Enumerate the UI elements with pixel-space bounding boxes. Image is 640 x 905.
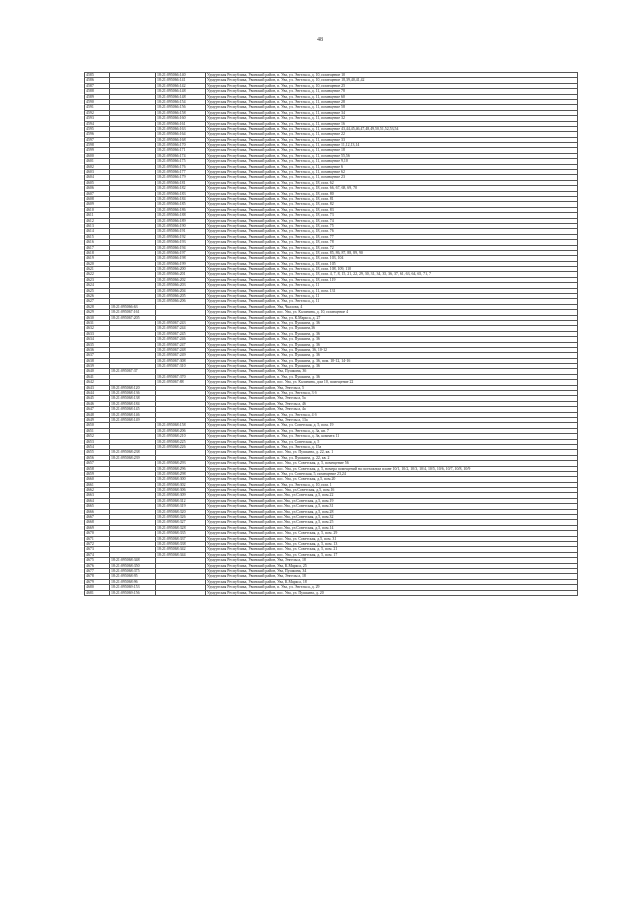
row-number-cell: 4630 bbox=[85, 315, 110, 320]
building-cadastral-number-cell: 18:21:095068:312 bbox=[156, 498, 206, 503]
building-cadastral-number-cell: 18:21:095066:174 bbox=[156, 153, 206, 158]
building-cadastral-number-cell: 18:21:095066:192 bbox=[156, 234, 206, 239]
address-cell: Удмуртская Республика, Увинский район, пос. Ува, ул. Пушкина, д. 20 bbox=[206, 590, 578, 595]
row-number-cell: 4625 bbox=[85, 288, 110, 293]
row-number-cell: 4642 bbox=[85, 380, 110, 385]
address-cell: Удмуртская Республика, Увинский район, п. Ува, ул. Энгельса, д. 18, пом. 62 bbox=[206, 180, 578, 185]
building-cadastral-number-cell: 18:21:095067:88 bbox=[156, 380, 206, 385]
row-number-cell: 4611 bbox=[85, 213, 110, 218]
address-cell: Удмуртская Республика, Увинский район, п. Ува, ул. Энгельса, д. 18, пом. 73 bbox=[206, 213, 578, 218]
address-cell: Удмуртская Республика, Увинский район, п. Ува, ул. Энгельса, д. 11, пом. 131 bbox=[206, 288, 578, 293]
address-cell: Удмуртская Республика, Увинский район, пос. Ува, ул. Калинина, д. 10, помещение 4 bbox=[206, 310, 578, 315]
address-cell: Удмуртская Республика, Увинский район, пос.Ува, ул.Советская, д.5, пом.22 bbox=[206, 493, 578, 498]
row-number-cell: 4657 bbox=[85, 461, 110, 466]
address-cell: Удмуртская Республика, Увинский район, Ува, Энгельса, 18 bbox=[206, 558, 578, 563]
row-number-cell: 4651 bbox=[85, 428, 110, 433]
row-number-cell: 4654 bbox=[85, 444, 110, 449]
row-number-cell: 4678 bbox=[85, 574, 110, 579]
registry-table-body bbox=[85, 73, 578, 596]
building-cadastral-number-cell: 18:21:095068:298 bbox=[156, 471, 206, 476]
row-number-cell: 4640 bbox=[85, 369, 110, 374]
building-cadastral-number-cell: 18:21:095068:326 bbox=[156, 515, 206, 520]
building-cadastral-number-cell: 18:21:095067:308 bbox=[156, 358, 206, 363]
land-cadastral-number-cell: 18:21:095068:146 bbox=[110, 412, 156, 417]
row-number-cell: 4603 bbox=[85, 170, 110, 175]
building-cadastral-number-cell: 18:21:095066:148 bbox=[156, 94, 206, 99]
building-cadastral-number-cell: 18:21:095066:182 bbox=[156, 186, 206, 191]
address-cell: Удмуртская Республика, Увинский район, Ува, К.Маркса, 18 bbox=[206, 579, 578, 584]
row-number-cell: 4653 bbox=[85, 439, 110, 444]
row-number-cell: 4608 bbox=[85, 196, 110, 201]
row-number-cell: 4672 bbox=[85, 541, 110, 546]
address-cell: Удмуртская Республика, Увинский район, п. Ува, ул. Энгельса, д. 11, помещение 33 bbox=[206, 137, 578, 142]
address-cell: Удмуртская Республика, Увинский район, п. Ува, ул. Энгельса, д. 10, помещение 10 bbox=[206, 73, 578, 78]
address-cell: Удмуртская Республика, Увинский район, п. Ува, ул. Энгельса, д. 18, пом. 108, 109, 110 bbox=[206, 267, 578, 272]
row-number-cell: 4591 bbox=[85, 105, 110, 110]
building-cadastral-number-cell: 18:21:095068:327 bbox=[156, 520, 206, 525]
land-cadastral-number-cell: 18:21:095066:63 bbox=[110, 304, 156, 309]
address-cell: Удмуртская Республика, Увинский район, пос. Ува, ул. Советская, д. 5, пом. 17 bbox=[206, 552, 578, 557]
address-cell: Удмуртская Республика, Увинский район, п. Ува, ул. Пушкина, 36, 10-12 bbox=[206, 347, 578, 352]
row-number-cell: 4679 bbox=[85, 579, 110, 584]
building-cadastral-number-cell: 18:21:095066:170 bbox=[156, 143, 206, 148]
row-number-cell: 4605 bbox=[85, 180, 110, 185]
row-number-cell: 4636 bbox=[85, 347, 110, 352]
address-cell: Удмуртская Республика, Увинский район, п. Ува, ул. Советская, д. 5, пом. 19 bbox=[206, 423, 578, 428]
row-number-cell: 4652 bbox=[85, 434, 110, 439]
building-cadastral-number-cell: 18:21:095066:161 bbox=[156, 121, 206, 126]
address-cell: Удмуртская Республика, Увинский район, п. Ува, ул. Энгельса, д. 3в, комната 11 bbox=[206, 434, 578, 439]
building-cadastral-number-cell: 18:21:095066:200 bbox=[156, 267, 206, 272]
address-cell: Удмуртская Республика, Увинский район, пос. Ува, ул. Калинина, дом 10, помещение 22 bbox=[206, 380, 578, 385]
row-number-cell: 4602 bbox=[85, 164, 110, 169]
address-cell: Удмуртская Республика, Увинский район, п. Ува, ул. Пушкина, д. 36 bbox=[206, 374, 578, 379]
row-number-cell: 4663 bbox=[85, 493, 110, 498]
building-cadastral-number-cell: 18:21:095067:246 bbox=[156, 337, 206, 342]
building-cadastral-number-cell: 18:21:095066:204 bbox=[156, 288, 206, 293]
building-cadastral-number-cell: 18:21:095066:160 bbox=[156, 116, 206, 121]
address-cell: Удмуртская Республика, Увинский район, п. Ува, ул. К.Маркса, д. 27 bbox=[206, 315, 578, 320]
address-cell: Удмуртская Республика, Увинский район, пос.Ува, ул.Советская, д.5, пом.32 bbox=[206, 515, 578, 520]
row-number-cell: 4598 bbox=[85, 143, 110, 148]
row-number-cell: 4612 bbox=[85, 218, 110, 223]
building-cadastral-number-cell: 18:21:095068:309 bbox=[156, 493, 206, 498]
land-cadastral-number-cell: 18:21:095068:375 bbox=[110, 568, 156, 573]
land-cadastral-number-cell: 18:21:095068:138 bbox=[110, 396, 156, 401]
address-cell: Удмуртская Республика, Увинский район, пос. Ува, ул. Советская, д. 5, пом. 21 bbox=[206, 547, 578, 552]
address-cell: Удмуртская Республика, Увинский район, пос.Ува, ул.Советская, д.5, пом.25 bbox=[206, 520, 578, 525]
row-number-cell: 4623 bbox=[85, 277, 110, 282]
building-cadastral-number-cell: 18:21:095066:171 bbox=[156, 148, 206, 153]
row-number-cell: 4668 bbox=[85, 520, 110, 525]
building-cadastral-number-cell: 18:21:095066:181 bbox=[156, 180, 206, 185]
address-cell: Удмуртская Республика, Увинский район, п. Ува, ул. Энгельса, д. 18, пом. 78 bbox=[206, 240, 578, 245]
row-number-cell: 4633 bbox=[85, 331, 110, 336]
address-cell: Удмуртская Республика, Увинский район, п. Ува, ул. Энгельса, д. 18, пом. 81 bbox=[206, 196, 578, 201]
address-cell: Удмуртская Республика, Увинский район, п. Ува, ул. Энгельса, д. 11, помещение 23 bbox=[206, 175, 578, 180]
row-number-cell: 4631 bbox=[85, 320, 110, 325]
row-number-cell: 4601 bbox=[85, 159, 110, 164]
row-number-cell: 4645 bbox=[85, 396, 110, 401]
row-number-cell: 4671 bbox=[85, 536, 110, 541]
row-number-cell: 4643 bbox=[85, 385, 110, 390]
building-cadastral-number-cell: 18:21:095066:198 bbox=[156, 256, 206, 261]
registry-table bbox=[84, 72, 578, 596]
address-cell: Удмуртская Республика, Увинский район, п. Ува, ул. Пушкина, д. 36 bbox=[206, 331, 578, 336]
address-cell: Удмуртская Республика, Увинский район, п. Ува, ул. Энгельса, д. 18, пом. 80 bbox=[206, 191, 578, 196]
building-cadastral-number-cell: 18:21:095066:148 bbox=[156, 89, 206, 94]
building-cadastral-number-cell: 18:21:095066:199 bbox=[156, 261, 206, 266]
building-cadastral-number-cell: 18:21:095066:184 bbox=[156, 196, 206, 201]
building-cadastral-number-cell: 18:21:095067:245 bbox=[156, 331, 206, 336]
row-number-cell: 4609 bbox=[85, 202, 110, 207]
address-cell: Удмуртская Республика, Увинский район, п. Ува, ул. Энгельса, д. 18, пом. 85, 86, 87, 88, 89, 90 bbox=[206, 250, 578, 255]
row-number-cell: 4621 bbox=[85, 267, 110, 272]
address-cell: Удмуртская Республика, Увинский район, п. Ува, ул. Энгельса, д. 11, помещение 28 bbox=[206, 99, 578, 104]
address-cell: Удмуртская Республика, Увинский район, п. Ува, ул. Энгельса, д. 18, пом. 103, 104 bbox=[206, 256, 578, 261]
building-cadastral-number-cell: 18:21:095068:320 bbox=[156, 509, 206, 514]
address-cell: Удмуртская Республика, Увинский район, п. Ува, ул. Энгельса, д. 11 bbox=[206, 283, 578, 288]
address-cell: Удмуртская Республика, Увинский район, пос. Ува, ул.Советская, д.5, пом.16 bbox=[206, 488, 578, 493]
address-cell: Удмуртская Республика, Увинский район, п. Ува, ул. Пушкина, д. 36, пом. 10-12, 14-16 bbox=[206, 358, 578, 363]
land-cadastral-number-cell: 18:21:095067:161 bbox=[110, 310, 156, 315]
address-cell: Удмуртская Республика, Увинский район, п. Ува, ул. Энгельса, д. 18, пом. 76 bbox=[206, 229, 578, 234]
land-cadastral-number-cell: 18:21:095068:145 bbox=[110, 407, 156, 412]
address-cell: Удмуртская Республика, Увинский район, п. Ува, ул. Энгельса, д. 10, пом. 1 bbox=[206, 482, 578, 487]
row-number-cell: 4600 bbox=[85, 153, 110, 158]
row-number-cell: 4641 bbox=[85, 374, 110, 379]
row-number-cell: 4614 bbox=[85, 229, 110, 234]
address-cell: Удмуртская Республика, Увинский район, п. Ува, ул. Энгельса, д. 18, пом. 4, 7, 8, 15, 21, 22, 29, 30, 31, 34, 35, 36, 37, 61, 63, 64, 65, 71, 7 bbox=[206, 272, 578, 277]
building-cadastral-number-cell: 18:21:095066:197 bbox=[156, 250, 206, 255]
address-cell: Удмуртская Республика, Увинский район, п. Ува, ул. Энгельса, д. 18, пом. 82 bbox=[206, 202, 578, 207]
row-number-cell: 4592 bbox=[85, 110, 110, 115]
address-cell: Удмуртская Республика, Увинский район, п. Ува, ул. Энгельса, д. 18, пом. 74 bbox=[206, 218, 578, 223]
building-cadastral-number-cell: 18:21:095066:205 bbox=[156, 294, 206, 299]
row-number-cell: 4615 bbox=[85, 234, 110, 239]
building-cadastral-number-cell: 18:21:095066:203 bbox=[156, 283, 206, 288]
building-cadastral-number-cell: 18:21:095067:370 bbox=[156, 374, 206, 379]
address-cell: Удмуртская Республика, Увинский район, п. Ува, ул. Энгельса, д. 11, помещение 11,12,13,14 bbox=[206, 143, 578, 148]
building-cadastral-number-cell: 18:21:095068:225 bbox=[156, 439, 206, 444]
land-cadastral-number-cell: 18:21:095068:120 bbox=[110, 385, 156, 390]
address-cell: Удмуртская Республика, Увинский район, пос.Ува, ул.Советская, д.5, пом.28 bbox=[206, 509, 578, 514]
address-cell: Удмуртская Республика, Увинский район, п. Ува, ул. Энгельса, д. 11, помещение 16 bbox=[206, 121, 578, 126]
building-cadastral-number-cell: 18:21:095066:142 bbox=[156, 83, 206, 88]
row-number-cell: 4619 bbox=[85, 256, 110, 261]
row-number-cell: 4620 bbox=[85, 261, 110, 266]
row-number-cell: 4644 bbox=[85, 391, 110, 396]
address-cell: Удмуртская Республика, Увинский район, п. Ува, ул. Энгельса, 4 б bbox=[206, 412, 578, 417]
building-cadastral-number-cell: 18:21:095066:141 bbox=[156, 78, 206, 83]
building-cadastral-number-cell: 18:21:095066:202 bbox=[156, 277, 206, 282]
address-cell: Удмуртская Республика, Увинский район, Ува, Энгельса, 5а bbox=[206, 396, 578, 401]
address-cell: Удмуртская Республика, Увинский район, Ува, Энгельса, 18 bbox=[206, 574, 578, 579]
address-cell: Удмуртская Республика, Увинский район, пос. Ува, ул. Пушкина, д. 22, кв. 1 bbox=[206, 450, 578, 455]
row-number-cell: 4637 bbox=[85, 353, 110, 358]
address-cell: Удмуртская Республика, Увинский район, пос. Ува, ул. Советская, д.5, пом.20 bbox=[206, 477, 578, 482]
row-number-cell: 4593 bbox=[85, 116, 110, 121]
row-number-cell: 4597 bbox=[85, 137, 110, 142]
address-cell: Удмуртская Республика, Увинский район, п. Ува, ул. Энгельса, д. 29 bbox=[206, 585, 578, 590]
building-cadastral-number-cell: 18:21:095066:191 bbox=[156, 229, 206, 234]
row-number-cell: 4610 bbox=[85, 207, 110, 212]
address-cell: Удмуртская Республика, Увинский район, п. Ува, ул. Энгельса, д. 18, пом. 72 bbox=[206, 245, 578, 250]
building-cadastral-number-cell: 18:21:095067:248 bbox=[156, 347, 206, 352]
row-number-cell: 4599 bbox=[85, 148, 110, 153]
address-cell: Удмуртская Республика, Увинский район, Ува, Энгельса, 5 bbox=[206, 385, 578, 390]
building-cadastral-number-cell: 18:21:095067:247 bbox=[156, 342, 206, 347]
address-cell: Удмуртская Республика, Увинский район, п. Ува, ул. Энгельса, д. 11, помещение 32 bbox=[206, 116, 578, 121]
table-row bbox=[85, 590, 578, 595]
address-cell: Удмуртская Республика, Увинский район, п. Ува, ул. Пушкина, д. 36 bbox=[206, 342, 578, 347]
address-cell: Удмуртская Республика, Увинский район, п. Ува, ул. Энгельса, д. 11 bbox=[206, 299, 578, 304]
building-cadastral-number-cell: 18:21:095067:249 bbox=[156, 353, 206, 358]
row-number-cell: 4677 bbox=[85, 568, 110, 573]
address-cell: Удмуртская Республика, Увинский район, п. Ува, ул. Пушкина, д. 22, кв. 2 bbox=[206, 455, 578, 460]
building-cadastral-number-cell: 18:21:095066:206 bbox=[156, 299, 206, 304]
address-cell: Удмуртская Республика, Увинский район, п. Ува, ул. Пушкина, д. 36 bbox=[206, 337, 578, 342]
address-cell: Удмуртская Республика, Увинский район, п. Ува, ул. Пушкина, д. 36 bbox=[206, 353, 578, 358]
address-cell: Удмуртская Республика, Увинский район, Ува, Энгельса, 46 bbox=[206, 401, 578, 406]
building-cadastral-number-cell: 18:21:095068:296 bbox=[156, 466, 206, 471]
building-cadastral-number-cell: 18:21:095066:158 bbox=[156, 110, 206, 115]
building-cadastral-number-cell: 18:21:095066:201 bbox=[156, 272, 206, 277]
address-cell: Удмуртская Республика, Увинский район, п. Ува, ул. Энгельса, д. 11, помещение 18 bbox=[206, 148, 578, 153]
row-number-cell: 4639 bbox=[85, 364, 110, 369]
row-number-cell: 4618 bbox=[85, 250, 110, 255]
building-cadastral-number-cell: 18:21:095066:175 bbox=[156, 159, 206, 164]
address-cell: Удмуртская Республика, Увинский район, п. Ува, ул. Пушкина,36 bbox=[206, 326, 578, 331]
address-cell: Удмуртская Республика, Увинский район, п. Ува, ул. Энгельса, 3 б bbox=[206, 391, 578, 396]
row-number-cell: 4676 bbox=[85, 563, 110, 568]
row-number-cell: 4607 bbox=[85, 191, 110, 196]
row-number-cell: 4596 bbox=[85, 132, 110, 137]
address-cell: Удмуртская Республика, Увинский район, п. Ува, ул. Энгельса, д. 11, помещение 6 bbox=[206, 164, 578, 169]
address-cell: Удмуртская Республика, Увинский район, п. Ува, ул. Энгельса, д. 18, пом. 66, 67, 68, 69, 70 bbox=[206, 186, 578, 191]
building-cadastral-number-cell: 18:21:095066:156 bbox=[156, 105, 206, 110]
row-number-cell: 4670 bbox=[85, 531, 110, 536]
row-number-cell: 4634 bbox=[85, 337, 110, 342]
address-cell: Удмуртская Республика, Увинский район, Ува, Пушкина, 34 bbox=[206, 568, 578, 573]
row-number-cell: 4681 bbox=[85, 590, 110, 595]
land-cadastral-number-cell: 18:21:095068:149 bbox=[110, 418, 156, 423]
address-cell: Удмуртская Республика, Увинский район, п. Ува, ул. Энгельса, д. 11, помещение 60 bbox=[206, 94, 578, 99]
building-cadastral-number-cell: 18:21:095068:337 bbox=[156, 536, 206, 541]
address-cell: Удмуртская Республика, Увинский район, п. Ува, ул. Энгельса, д. 11 bbox=[206, 294, 578, 299]
building-cadastral-number-cell: 18:21:095068:344 bbox=[156, 552, 206, 557]
row-number-cell: 4613 bbox=[85, 223, 110, 228]
row-number-cell: 4617 bbox=[85, 245, 110, 250]
building-cadastral-number-cell: 18:21:095068:293 bbox=[156, 461, 206, 466]
building-cadastral-number-cell: 18:21:095067:243 bbox=[156, 320, 206, 325]
row-number-cell: 4595 bbox=[85, 126, 110, 131]
row-number-cell: 4669 bbox=[85, 525, 110, 530]
building-cadastral-number-cell: 18:21:095068:328 bbox=[156, 525, 206, 530]
address-cell: Удмуртская Республика, Увинский район, п. Ува, ул. Энгельса, д. 18, пом. 83 bbox=[206, 207, 578, 212]
building-cadastral-number-cell: 18:21:095066:164 bbox=[156, 132, 206, 137]
row-number-cell: 4587 bbox=[85, 83, 110, 88]
building-cadastral-number-cell: 18:21:095068:302 bbox=[156, 482, 206, 487]
land-cadastral-number-cell: 18:21:095068:136 bbox=[110, 391, 156, 396]
building-cadastral-number-cell: 18:21:095066:190 bbox=[156, 223, 206, 228]
address-cell: Удмуртская Республика, Увинский район, пос. Ува, ул. Советская, д. 5, помещение 56 bbox=[206, 461, 578, 466]
building-cadastral-number-cell: 18:21:095066:186 bbox=[156, 207, 206, 212]
row-number-cell: 4589 bbox=[85, 94, 110, 99]
row-number-cell: 4659 bbox=[85, 471, 110, 476]
building-cadastral-number-cell: 18:21:095068:335 bbox=[156, 531, 206, 536]
building-cadastral-number-cell: 18:21:095068:300 bbox=[156, 477, 206, 482]
row-number-cell: 4632 bbox=[85, 326, 110, 331]
row-number-cell: 4664 bbox=[85, 498, 110, 503]
row-number-cell: 4675 bbox=[85, 558, 110, 563]
address-cell: Удмуртская Республика, Увинский район, п. Ува, ул. Пушкина, д. 36 bbox=[206, 364, 578, 369]
building-cadastral-number-cell: 18:21:095066:154 bbox=[156, 99, 206, 104]
address-cell: Удмуртская Республика, Увинский район, п. Ува, ул. Энгельса, д. 11, помещение 9,10 bbox=[206, 159, 578, 164]
land-cadastral-number-cell: 18:21:095067:37 bbox=[110, 369, 156, 374]
row-number-cell: 4649 bbox=[85, 418, 110, 423]
row-number-cell: 4626 bbox=[85, 294, 110, 299]
building-cadastral-number-cell: 18:21:095066:194 bbox=[156, 245, 206, 250]
row-number-cell: 4622 bbox=[85, 272, 110, 277]
row-number-cell: 4604 bbox=[85, 175, 110, 180]
land-cadastral-number-cell: 18:21:095069:153 bbox=[110, 585, 156, 590]
row-number-cell: 4658 bbox=[85, 466, 110, 471]
land-cadastral-number-cell: 18:21:095068:350 bbox=[110, 563, 156, 568]
address-cell: Удмуртская Республика, Увинский район, пос.Ува, ул.Советская, д.5, пом.31 bbox=[206, 504, 578, 509]
building-cadastral-number-cell: 18:21:095066:189 bbox=[156, 218, 206, 223]
address-cell: Удмуртская Республика, Увинский район, п. Ува, ул. Советская, 5, помещение 23,24 bbox=[206, 471, 578, 476]
address-cell: Удмуртская Республика, Увинский район, п. Ува, ул. Энгельса, д. 10, помещение 18,39,40,41,42 bbox=[206, 78, 578, 83]
row-number-cell: 4586 bbox=[85, 78, 110, 83]
row-number-cell: 4590 bbox=[85, 99, 110, 104]
address-cell: Удмуртская Республика, Увинский район, Ува, К.Маркса, 25 bbox=[206, 563, 578, 568]
building-cadastral-number-cell: 18:21:095068:226 bbox=[156, 444, 206, 449]
building-cadastral-number-cell: 18:21:095067:310 bbox=[156, 364, 206, 369]
building-cadastral-number-cell: 18:21:095068:210 bbox=[156, 434, 206, 439]
land-cadastral-number-cell: 18:21:095068:238 bbox=[110, 450, 156, 455]
address-cell: Удмуртская Республика, Увинский район, п. Ува, ул. Энгельса, д. 3а, кв. 7 bbox=[206, 428, 578, 433]
land-cadastral-number-cell: 18:21:095068:239 bbox=[110, 455, 156, 460]
address-cell: Удмуртская Республика, Увинский район, п. Ува, ул. Энгельса, д. 18, пом. 77 bbox=[206, 234, 578, 239]
row-number-cell: 4662 bbox=[85, 488, 110, 493]
address-cell: Удмуртская Республика, Увинский район, пос. Ува, ул. Советская, д. 5, номера помещений на поэтажном плане 10/1, 10/2, 10/3, 10/4, 10/5, 10/6, 10/7, 10/8, 10/9 bbox=[206, 466, 578, 471]
building-cadastral-number-cell: 18:21:095066:179 bbox=[156, 175, 206, 180]
row-number-cell: 4667 bbox=[85, 515, 110, 520]
address-cell: Удмуртская Республика, Увинский район, Ува, Энгельса, 4а bbox=[206, 407, 578, 412]
row-number-cell: 4588 bbox=[85, 89, 110, 94]
building-cadastral-number-cell bbox=[156, 590, 206, 595]
row-number-cell: 4606 bbox=[85, 186, 110, 191]
row-number-cell: 4666 bbox=[85, 509, 110, 514]
building-cadastral-number-cell: 18:21:095066:185 bbox=[156, 202, 206, 207]
row-number-cell: 4646 bbox=[85, 401, 110, 406]
land-cadastral-number-cell: 18:21:095069:156 bbox=[110, 590, 156, 595]
address-cell: Удмуртская Республика, Увинский район, пос.Ува, ул.Советская, д.5, пом.14 bbox=[206, 525, 578, 530]
page-number: 48 bbox=[317, 37, 323, 43]
address-cell: Удмуртская Республика, Увинский район, п. Ува, ул. Энгельса, д. 11, помещение 62 bbox=[206, 170, 578, 175]
row-number-cell: 4665 bbox=[85, 504, 110, 509]
address-cell: Удмуртская Республика, Увинский район, п. Ува, ул. Энгельса, д. 11, помещение 43,44,45,46,47,48,49,50,51,52,53,54 bbox=[206, 126, 578, 131]
building-cadastral-number-cell: 18:21:095066:193 bbox=[156, 240, 206, 245]
building-cadastral-number-cell: 18:21:095068:342 bbox=[156, 547, 206, 552]
row-number-cell: 4616 bbox=[85, 240, 110, 245]
row-number-cell: 4635 bbox=[85, 342, 110, 347]
address-cell: Удмуртская Республика, Увинский район, Ува, Пушкина, 36 bbox=[206, 369, 578, 374]
address-cell: Удмуртская Республика, Увинский район, п. Ува, ул. Энгельса, д. 18, пом. 119 bbox=[206, 277, 578, 282]
address-cell: Удмуртская Республика, Увинский район, п. Ува, ул. Энгельса, д. 11, помещение 58 bbox=[206, 105, 578, 110]
building-cadastral-number-cell: 18:21:095068:306 bbox=[156, 488, 206, 493]
building-cadastral-number-cell: 18:21:095066:177 bbox=[156, 170, 206, 175]
row-number-cell: 4674 bbox=[85, 552, 110, 557]
row-number-cell: 4661 bbox=[85, 482, 110, 487]
building-cadastral-number-cell: 18:21:095066:188 bbox=[156, 213, 206, 218]
address-cell: Удмуртская Республика, Увинский район, Ува, Энгельса, 13а bbox=[206, 418, 578, 423]
address-cell: Удмуртская Республика, Увинский район, п. Ува, ул. Энгельса, д. 11, помещение 34 bbox=[206, 110, 578, 115]
building-cadastral-number-cell: 18:21:095066:163 bbox=[156, 126, 206, 131]
address-cell: Удмуртская Республика, Увинский район, п. Ува, ул. Энгельса, д. 11, помещение 55,56 bbox=[206, 153, 578, 158]
row-number-cell: 4660 bbox=[85, 477, 110, 482]
building-cadastral-number-cell: 18:21:095066:168 bbox=[156, 137, 206, 142]
land-cadastral-number-cell: 18:21:095067:205 bbox=[110, 315, 156, 320]
building-cadastral-number-cell: 18:21:095068:158 bbox=[156, 423, 206, 428]
row-number-cell: 4680 bbox=[85, 585, 110, 590]
building-cadastral-number-cell: 18:21:095066:176 bbox=[156, 164, 206, 169]
row-number-cell: 4647 bbox=[85, 407, 110, 412]
row-number-cell: 4648 bbox=[85, 412, 110, 417]
address-cell: Удмуртская Республика, Увинский район, пос. Ува, ул. Советская, д. 5, пом. 13 bbox=[206, 541, 578, 546]
address-cell: Удмуртская Республика, Увинский район, Ува, Чкалова, 4 bbox=[206, 304, 578, 309]
address-cell: Удмуртская Республика, Увинский район, пос. Ува, ул. Советская, д.5, пом. 31 bbox=[206, 536, 578, 541]
address-cell: Удмуртская Республика, Увинский район, п. Ува, ул. Энгельса, д. 18, пом. 75 bbox=[206, 223, 578, 228]
building-cadastral-number-cell: 18:21:095068:319 bbox=[156, 504, 206, 509]
address-cell: Удмуртская Республика, Увинский район, п. Ува, ул. Энгельса, д. 18, пом. 105 bbox=[206, 261, 578, 266]
address-cell: Удмуртская Республика, Увинский район, п. Ува, ул. Энгельса, д. 11, помещение 22 bbox=[206, 132, 578, 137]
row-number-cell: 4629 bbox=[85, 310, 110, 315]
row-number-cell: 4656 bbox=[85, 455, 110, 460]
address-cell: Удмуртская Республика, Увинский район, п. Ува, ул. Советская, д. 5 bbox=[206, 439, 578, 444]
address-cell: Удмуртская Республика, Увинский район, п. Ува, ул. Энгельса, д. 10, помещение 25 bbox=[206, 83, 578, 88]
address-cell: Удмуртская Республика, Увинский район, п. Ува, ул. Энгельса, д. 15а bbox=[206, 444, 578, 449]
row-number-cell: 4638 bbox=[85, 358, 110, 363]
row-number-cell: 4624 bbox=[85, 283, 110, 288]
land-cadastral-number-cell: 18:21:095068:96 bbox=[110, 579, 156, 584]
address-cell: Удмуртская Республика, Увинский район, пос. Ува, ул. Советская, д. 5, пом. 29 bbox=[206, 531, 578, 536]
address-cell: Удмуртская Республика, Увинский район, п. Ува, ул. Энгельса, д. 11, помещение 78 bbox=[206, 89, 578, 94]
address-cell: Удмуртская Республика, Увинский район, пос.Ува, ул.Советская, д.5, пом.19 bbox=[206, 498, 578, 503]
building-cadastral-number-cell: 18:21:095066:140 bbox=[156, 73, 206, 78]
building-cadastral-number-cell: 18:21:095066:183 bbox=[156, 191, 206, 196]
row-number-cell: 4594 bbox=[85, 121, 110, 126]
row-number-cell: 4585 bbox=[85, 73, 110, 78]
row-number-cell: 4628 bbox=[85, 304, 110, 309]
row-number-cell: 4655 bbox=[85, 450, 110, 455]
row-number-cell: 4673 bbox=[85, 547, 110, 552]
building-cadastral-number-cell: 18:21:095068:338 bbox=[156, 541, 206, 546]
row-number-cell: 4627 bbox=[85, 299, 110, 304]
row-number-cell: 4650 bbox=[85, 423, 110, 428]
land-cadastral-number-cell: 18:21:095068:348 bbox=[110, 558, 156, 563]
land-cadastral-number-cell: 18:21:095068:95 bbox=[110, 574, 156, 579]
land-cadastral-number-cell: 18:21:095068:184 bbox=[110, 401, 156, 406]
building-cadastral-number-cell: 18:21:095068:206 bbox=[156, 428, 206, 433]
building-cadastral-number-cell: 18:21:095067:244 bbox=[156, 326, 206, 331]
address-cell: Удмуртская Республика, Увинский район, п. Ува, ул. Пушкина, д. 36 bbox=[206, 320, 578, 325]
